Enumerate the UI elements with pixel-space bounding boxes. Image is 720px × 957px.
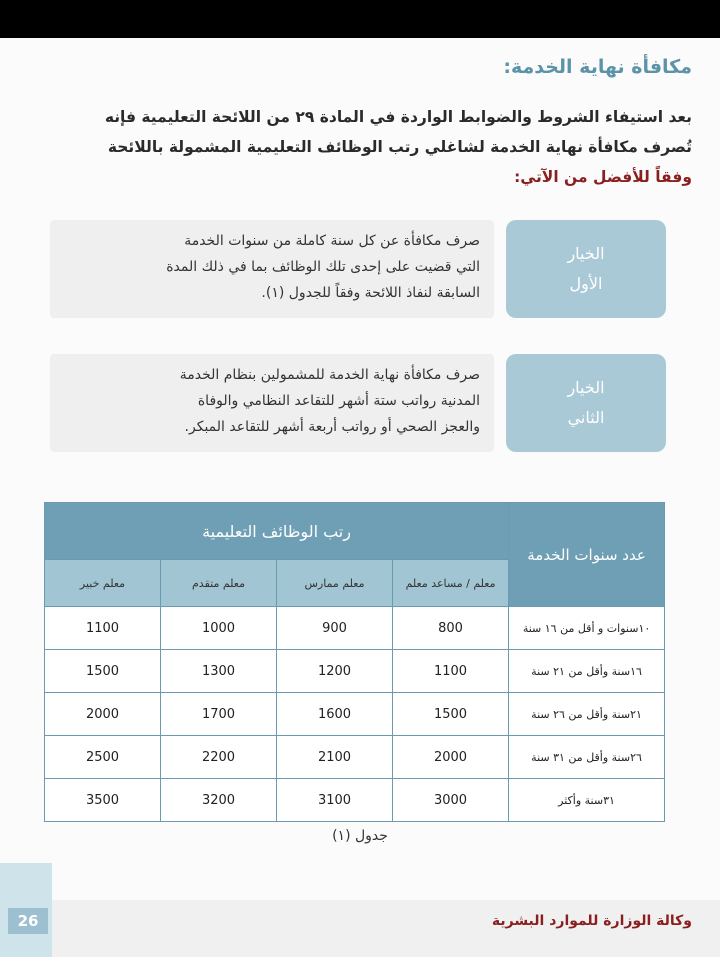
option-2-text-line-1: صرف مكافأة نهاية الخدمة للمشمولين بنظام الخدمة — [179, 367, 480, 383]
table-cell: 2500 — [45, 736, 161, 779]
table-cell: 1300 — [161, 650, 277, 693]
option-1-text-line-3: السابقة لنفاذ اللائحة وفقاً للجدول (١). — [261, 285, 480, 301]
rank-header-practitioner: معلم ممارس — [277, 560, 393, 607]
table-cell: 2000 — [45, 693, 161, 736]
table-cell: 1700 — [161, 693, 277, 736]
table-row — [45, 607, 665, 650]
years-cell: ١٠سنوات و أقل من ١٦ سنة — [509, 607, 665, 650]
table-cell: 2200 — [161, 736, 277, 779]
option-2-label-line-2: الثاني — [567, 408, 605, 427]
option-2-text-line-2: المدنية رواتب ستة أشهر للتقاعد النظامي والوفاة — [197, 393, 480, 409]
rank-header-advanced: معلم متقدم — [161, 560, 277, 607]
section-title: مكافأة نهاية الخدمة: — [503, 56, 692, 78]
option-1-label-line-1: الخيار — [567, 244, 605, 263]
header-years: عدد سنوات الخدمة — [509, 503, 665, 607]
intro-line-2: تُصرف مكافأة نهاية الخدمة لشاغلي رتب الوظائف التعليمية المشمولة باللائحة — [107, 138, 692, 156]
years-cell: ٢٦سنة وأقل من ٣١ سنة — [509, 736, 665, 779]
option-1-text — [50, 220, 494, 318]
rank-header-teacher: معلم / مساعد معلم — [393, 560, 509, 607]
table-cell: 1200 — [277, 650, 393, 693]
table-cell: 900 — [277, 607, 393, 650]
table-cell: 3100 — [277, 779, 393, 822]
years-cell: ١٦سنة وأقل من ٢١ سنة — [509, 650, 665, 693]
option-1-text-line-2: التي قضيت على إحدى تلك الوظائف بما في ذلك المدة — [166, 259, 480, 275]
option-2-label — [506, 354, 666, 452]
intro-paragraph — [32, 102, 692, 192]
top-black-bar — [0, 0, 720, 38]
table-cell: 1500 — [45, 650, 161, 693]
page-number: 26 — [8, 908, 48, 934]
table-cell: 3000 — [393, 779, 509, 822]
years-cell: ٢١سنة وأقل من ٢٦ سنة — [509, 693, 665, 736]
option-2-text-line-3: والعجز الصحي أو رواتب أربعة أشهر للتقاعد المبكر. — [184, 419, 480, 435]
table-cell: 1600 — [277, 693, 393, 736]
table-cell: 1100 — [393, 650, 509, 693]
intro-line-3: وفقاً للأفضل من الآتي: — [514, 168, 692, 186]
option-1-text-line-1: صرف مكافأة عن كل سنة كاملة من سنوات الخدمة — [184, 233, 480, 249]
table-cell: 3200 — [161, 779, 277, 822]
option-1-label — [506, 220, 666, 318]
table-cell: 2000 — [393, 736, 509, 779]
intro-line-1: بعد استيفاء الشروط والضوابط الواردة في المادة ٢٩ من اللائحة التعليمية فإنه — [104, 108, 692, 126]
header-ranks: رتب الوظائف التعليمية — [45, 503, 509, 560]
option-2-text — [50, 354, 494, 452]
end-of-service-table — [44, 502, 665, 822]
table-cell: 1000 — [161, 607, 277, 650]
table-cell: 3500 — [45, 779, 161, 822]
table-cell: 800 — [393, 607, 509, 650]
table-row — [45, 779, 665, 822]
table-cell: 2100 — [277, 736, 393, 779]
table-caption: جدول (١) — [332, 828, 388, 844]
rank-header-expert: معلم خبير — [45, 560, 161, 607]
table-row — [45, 693, 665, 736]
option-2-label-line-1: الخيار — [567, 378, 605, 397]
footer-agency: وكالة الوزارة للموارد البشرية — [491, 913, 692, 929]
years-cell: ٣١سنة وأكثر — [509, 779, 665, 822]
table-row — [45, 736, 665, 779]
option-1-label-line-2: الأول — [569, 274, 603, 293]
table-cell: 1100 — [45, 607, 161, 650]
table-cell: 1500 — [393, 693, 509, 736]
table-row — [45, 650, 665, 693]
document-page — [0, 38, 720, 957]
